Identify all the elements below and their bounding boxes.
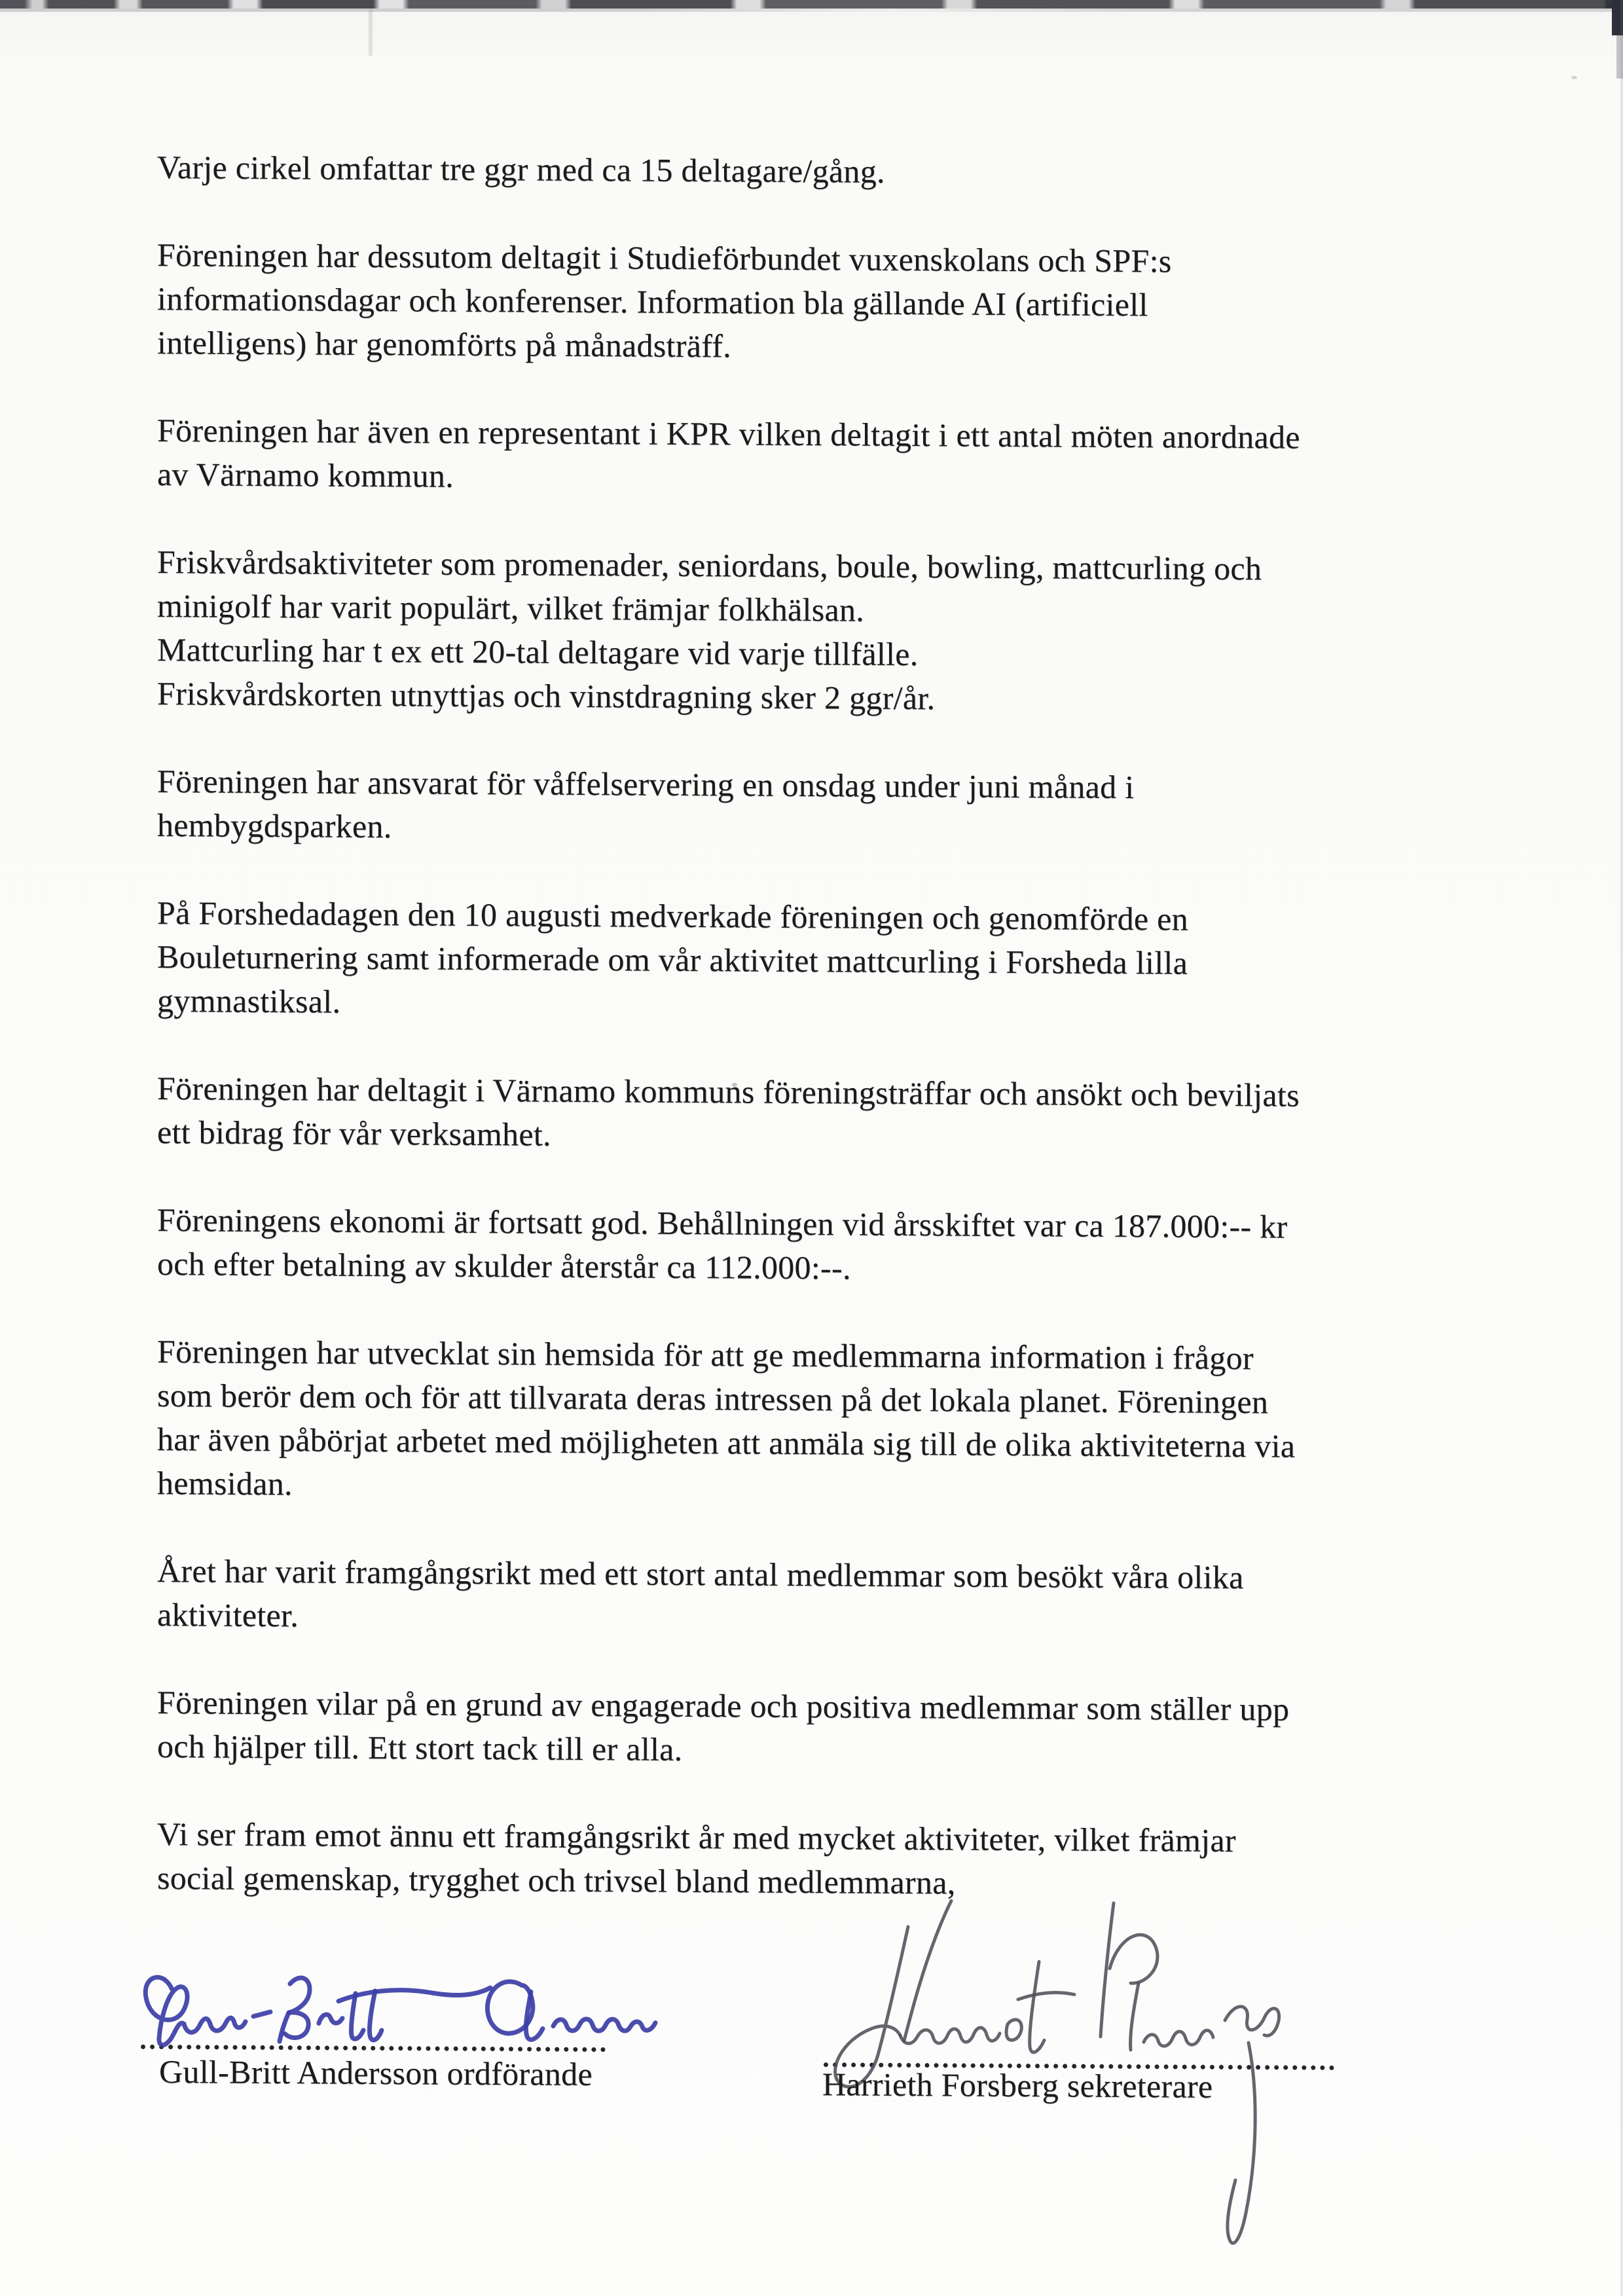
text-line: Friskvårdsaktiviteter som promenader, seniordans, boule, bowling, mattcurling och bbox=[157, 543, 1262, 587]
text-line: informationsdagar och konferenser. Information bla gällande AI (artificiell bbox=[157, 280, 1148, 323]
scan-artifact-right-edge bbox=[1620, 0, 1623, 2296]
document-content bbox=[157, 145, 1512, 2105]
text-line: och efter betalning av skulder återstår ca 112.000:--. bbox=[157, 1245, 851, 1286]
text-line: Föreningen har dessutom deltagit i Studieförbundet vuxenskolans och SPF:s bbox=[157, 236, 1172, 280]
paragraph-7 bbox=[157, 1066, 1512, 1163]
paragraph-6 bbox=[157, 891, 1512, 1031]
text-line: gymnastiksal. bbox=[157, 982, 341, 1020]
text-line: På Forshedadagen den 10 augusti medverkade föreningen och genomförde en bbox=[157, 894, 1188, 938]
paragraph-11 bbox=[157, 1681, 1512, 1777]
text-line: Friskvårdskorten utnyttjas och vinstdragning sker 2 ggr/år. bbox=[157, 675, 936, 717]
text-line: Varje cirkel omfattar tre ggr med ca 15 deltagare/gång. bbox=[157, 149, 885, 190]
paragraph-9 bbox=[157, 1330, 1512, 1514]
text-line: Föreningen vilar på en grund av engagerade och positiva medlemmar som ställer upp bbox=[157, 1684, 1290, 1728]
text-line: Föreningen har även en representant i KPR vilken deltagit i ett antal möten anordnade bbox=[157, 412, 1300, 456]
paragraph-8 bbox=[157, 1198, 1512, 1294]
text-line: Mattcurling har t ex ett 20-tal deltagare vid varje tillfälle. bbox=[157, 631, 919, 673]
text-line: Föreningen har deltagit i Värnamo kommuns föreningsträffar och ansökt och beviljats bbox=[157, 1070, 1300, 1114]
signatory-name-sekreterare: Harrieth Forsberg sekreterare bbox=[822, 2066, 1213, 2105]
text-line: Året har varit framgångsrikt med ett stort antal medlemmar som besökt våra olika bbox=[157, 1552, 1244, 1596]
text-line: Vi ser fram emot ännu ett framgångsrikt år med mycket aktiviteter, vilket främjar bbox=[157, 1815, 1236, 1859]
paragraph-1 bbox=[157, 145, 1512, 198]
text-line: som berör dem och för att tillvarata deras intressen på det lokala planet. Föreningen bbox=[157, 1377, 1269, 1421]
text-line: och hjälper till. Ett stort tack till er alla. bbox=[157, 1728, 683, 1768]
text-line: Föreningens ekonomi är fortsatt god. Behållningen vid årsskiftet var ca 187.000:-- kr bbox=[157, 1201, 1288, 1245]
text-line: hembygdsparken. bbox=[157, 807, 392, 845]
text-line: Bouleturnering samt informerade om vår aktivitet mattcurling i Forsheda lilla bbox=[157, 938, 1188, 981]
signatory-name-ordforande: Gull-Britt Andersson ordförande bbox=[159, 2053, 593, 2093]
text-line: intelligens) har genomförts på månadsträff. bbox=[157, 324, 731, 365]
paragraph-5 bbox=[157, 759, 1512, 856]
scan-artifact-fleck bbox=[369, 9, 373, 56]
paragraph-10 bbox=[157, 1549, 1512, 1645]
text-line: aktiviteter. bbox=[157, 1596, 299, 1634]
text-line: Föreningen har utvecklat sin hemsida för att ge medlemmarna information i frågor bbox=[157, 1333, 1254, 1377]
text-line: minigolf har varit populärt, vilket främjar folkhälsan. bbox=[157, 587, 865, 629]
paragraph-3 bbox=[157, 409, 1512, 505]
paragraph-2 bbox=[157, 233, 1512, 373]
text-line: social gemenskap, trygghet och trivsel bland medlemmarna, bbox=[157, 1859, 956, 1901]
text-line: hemsidan. bbox=[157, 1465, 293, 1503]
scan-artifact-fleck bbox=[1571, 76, 1577, 79]
paragraph-4 bbox=[157, 540, 1512, 724]
text-line: av Värnamo kommun. bbox=[157, 456, 454, 494]
text-line: har även påbörjat arbetet med möjligheten att anmäla sig till de olika aktiviteterna via bbox=[157, 1421, 1296, 1465]
scan-artifact-top-edge bbox=[0, 0, 1623, 9]
text-line: Föreningen har ansvarat för våffelservering en onsdag under juni månad i bbox=[157, 763, 1135, 806]
text-line: ett bidrag för vår verksamhet. bbox=[157, 1114, 551, 1153]
